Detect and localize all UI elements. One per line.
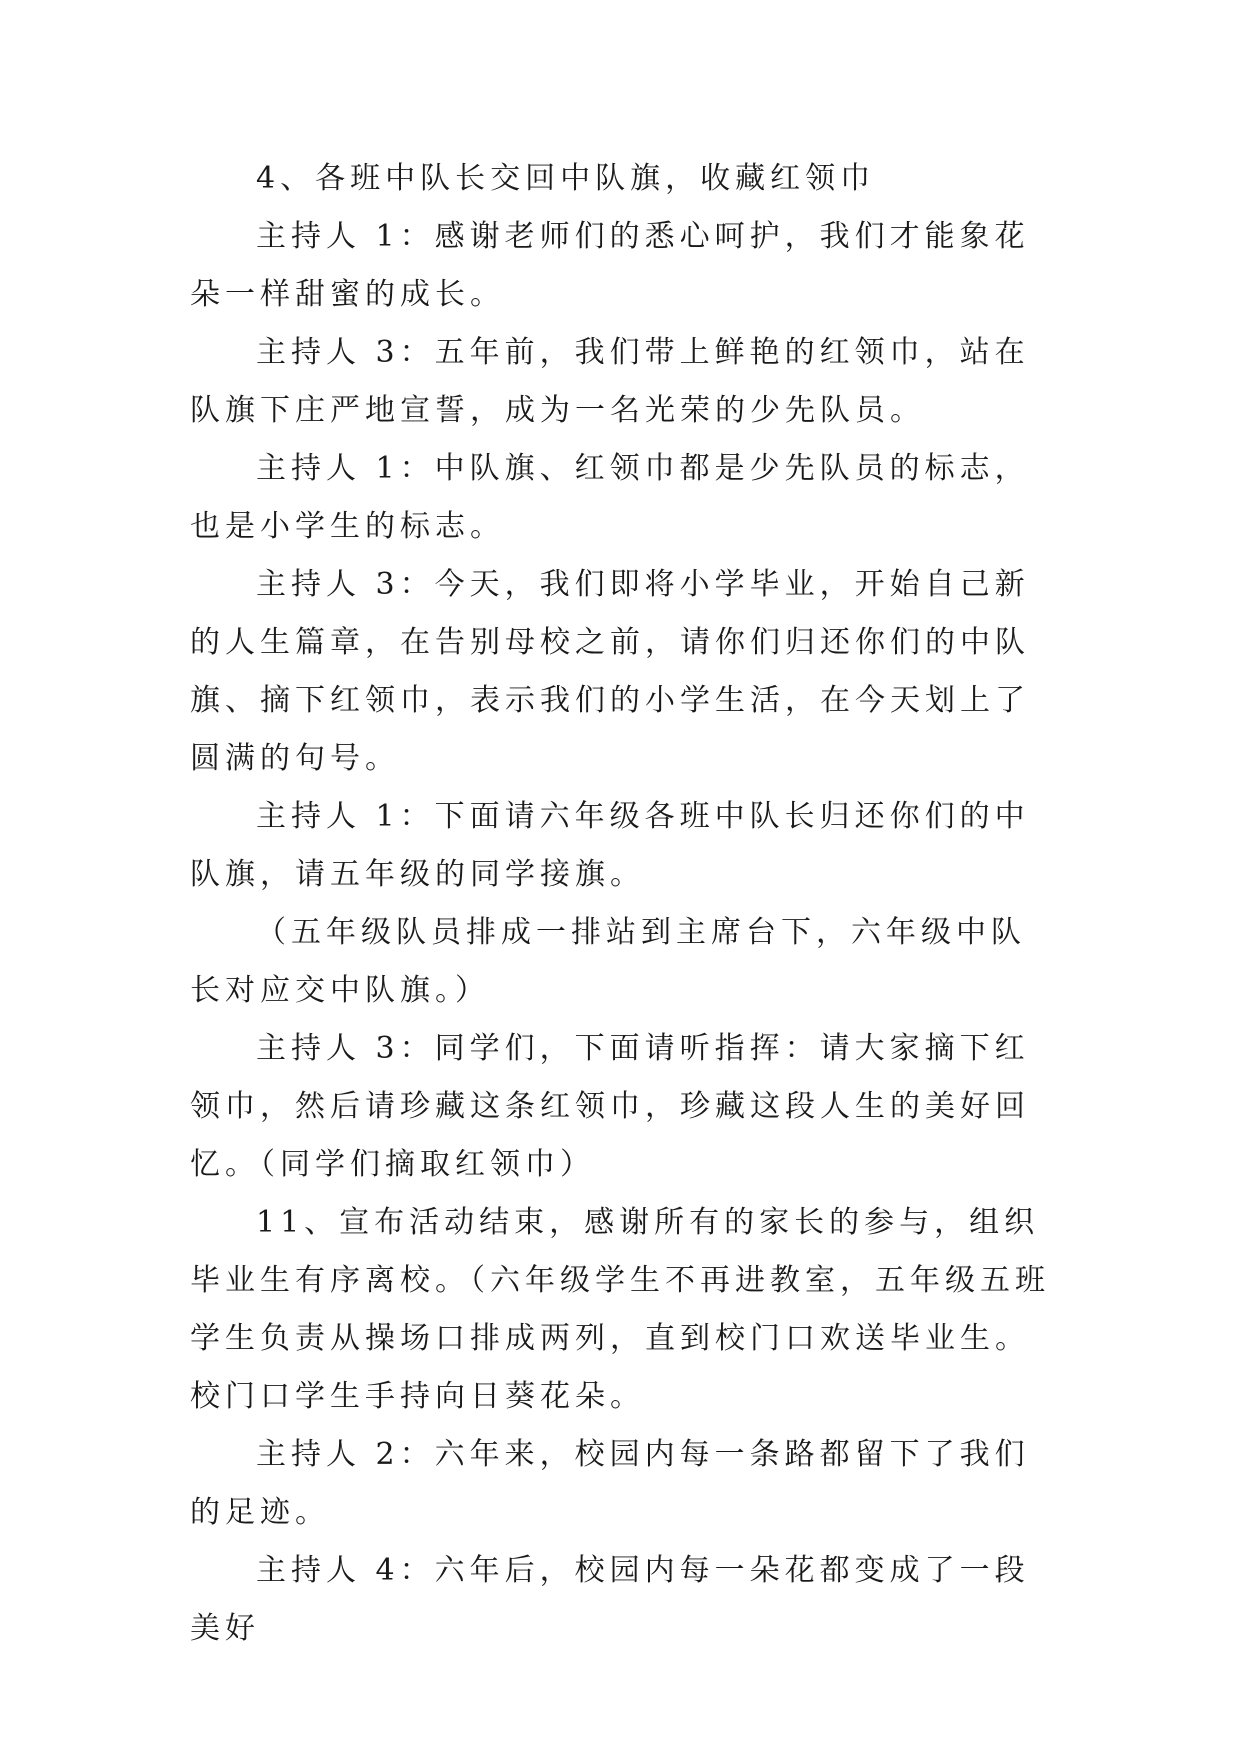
document-body xyxy=(190,150,1060,1658)
paragraph-event-end: 11、宣布活动结束，感谢所有的家长的参与，组织毕业生有序离校。（六年级学生不再进教室，五年级五班学生负责从操场口排成两列，直到校门口欢送毕业生。校门口学生手持向日葵花朵。 xyxy=(190,1205,1050,1414)
paragraph-host3-oath: 主持人 3：五年前，我们带上鲜艳的红领巾，站在队旗下庄严地宣誓，成为一名光荣的少先队员。 xyxy=(190,335,1030,428)
paragraph-section-heading: 4、各班中队长交回中队旗，收藏红领巾 xyxy=(256,161,876,196)
paragraph-host3-remove-scarf: 主持人 3：同学们，下面请听指挥：请大家摘下红领巾，然后请珍藏这条红领巾，珍藏这段人生的美好回忆。（同学们摘取红领巾） xyxy=(190,1031,1030,1182)
paragraph-host2-footprints: 主持人 2：六年来，校园内每一条路都留下了我们的足迹。 xyxy=(190,1437,1030,1530)
paragraph-host4-flowers: 主持人 4：六年后，校园内每一朵花都变成了一段美好 xyxy=(190,1553,1030,1646)
paragraph-host1-thanks: 主持人 1：感谢老师们的悉心呵护，我们才能象花朵一样甜蜜的成长。 xyxy=(190,219,1030,312)
paragraph-stage-direction: （五年级队员排成一排站到主席台下，六年级中队长对应交中队旗。） xyxy=(190,915,1026,1008)
paragraph-host1-return-flag: 主持人 1：下面请六年级各班中队长归还你们的中队旗，请五年级的同学接旗。 xyxy=(190,799,1030,892)
paragraph-host3-graduation: 主持人 3：今天，我们即将小学毕业，开始自己新的人生篇章，在告别母校之前，请你们归还你们的中队旗、摘下红领巾，表示我们的小学生活，在今天划上了圆满的句号。 xyxy=(190,567,1030,776)
paragraph-host1-symbol: 主持人 1：中队旗、红领巾都是少先队员的标志，也是小学生的标志。 xyxy=(190,451,1030,544)
